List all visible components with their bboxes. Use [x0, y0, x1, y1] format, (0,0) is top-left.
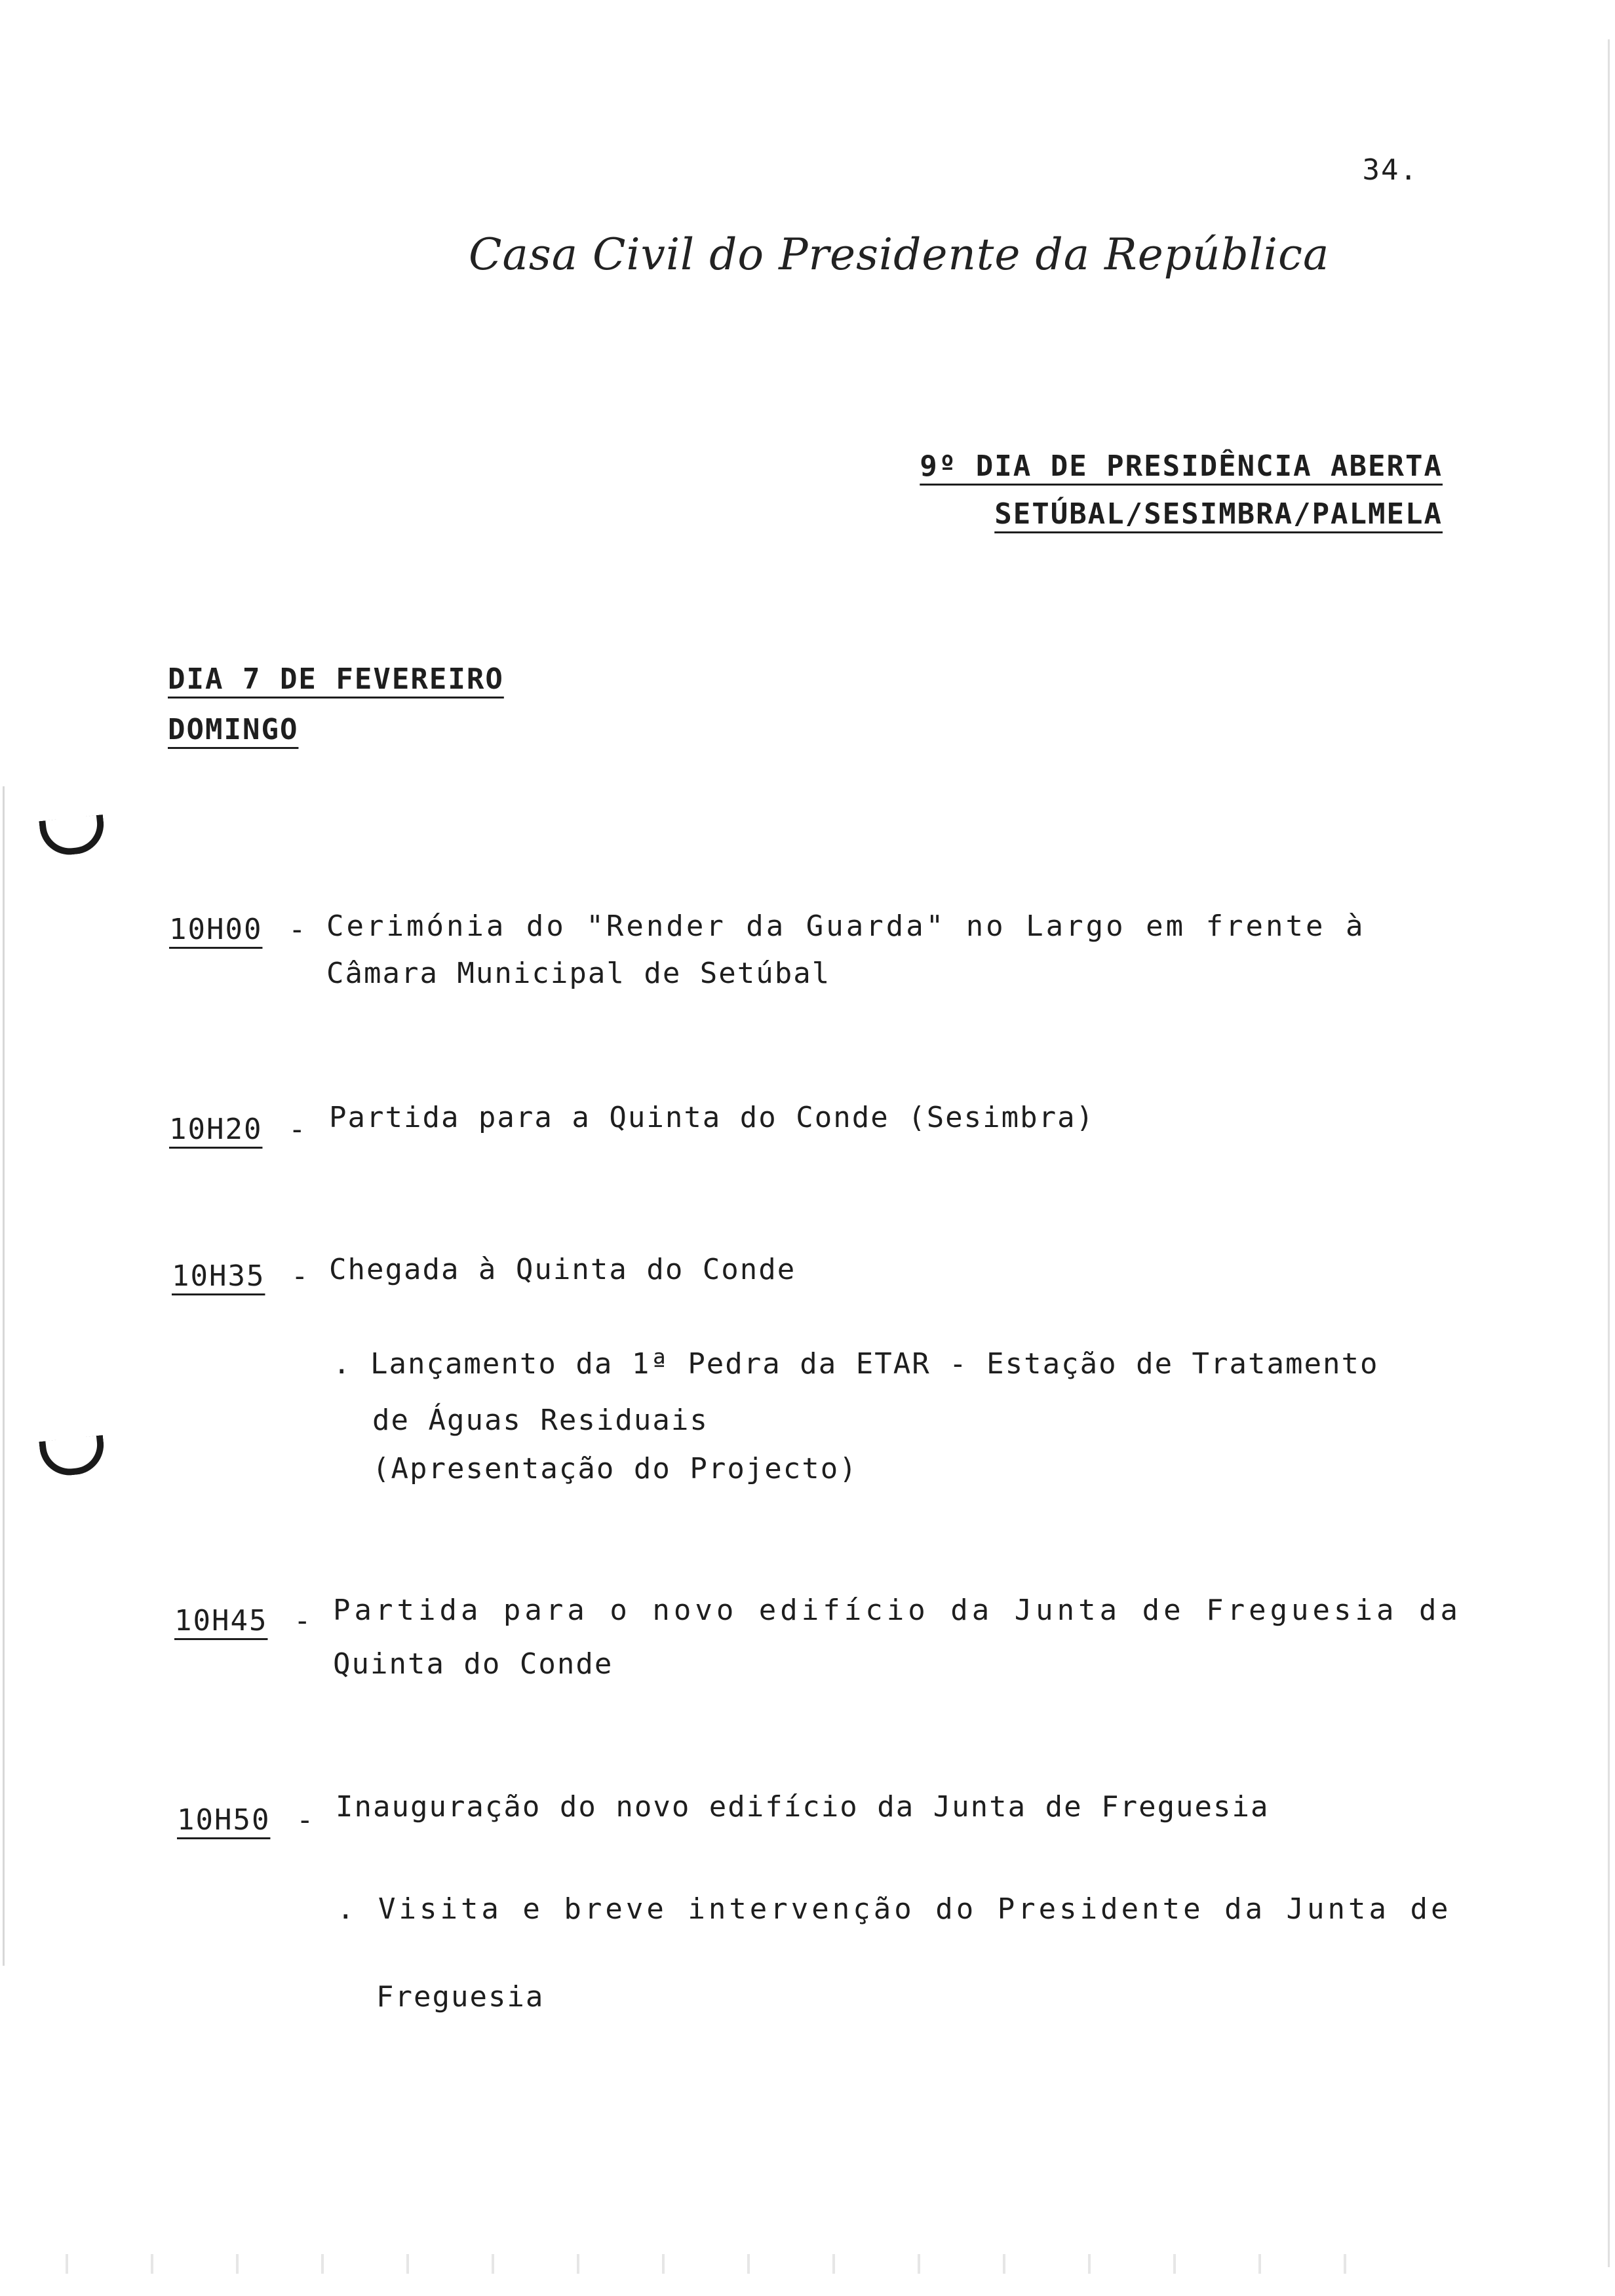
- event-subitem: de Águas Residuais: [372, 1404, 709, 1437]
- event-text: Cerimónia do "Render da Guarda" no Largo em frente à: [326, 909, 1366, 943]
- time-dash: -: [294, 1604, 313, 1637]
- time-dash: -: [291, 1259, 310, 1293]
- event-text: Câmara Municipal de Setúbal: [326, 957, 831, 990]
- time-10h50: 10H50: [177, 1803, 271, 1837]
- event-subitem: . Visita e breve intervenção do Presidente da Junta de: [337, 1892, 1452, 1926]
- handwritten-check-mark: [39, 1435, 106, 1478]
- letterhead: Casa Civil do Presidente da República: [469, 229, 1330, 280]
- time-10h20: 10H20: [169, 1113, 263, 1146]
- time-dash: -: [288, 1113, 307, 1146]
- event-text: Partida para a Quinta do Conde (Sesimbra): [329, 1101, 1095, 1134]
- time-10h45: 10H45: [174, 1604, 268, 1637]
- header-locations: SETÚBAL/SESIMBRA/PALMELA: [994, 497, 1443, 531]
- page-number: 34.: [1362, 153, 1418, 187]
- date-line: DIA 7 DE FEVEREIRO: [168, 662, 504, 696]
- scan-edge-left: [3, 786, 5, 1966]
- event-text: Inauguração do novo edifício da Junta de Freguesia: [336, 1790, 1270, 1824]
- scan-edge-right: [1608, 39, 1610, 2267]
- event-subitem: (Apresentação do Projecto): [372, 1452, 858, 1485]
- time-dash: -: [296, 1803, 315, 1837]
- event-subitem: . Lançamento da 1ª Pedra da ETAR - Estação de Tratamento: [333, 1347, 1379, 1381]
- time-10h00: 10H00: [169, 913, 263, 946]
- event-text: Quinta do Conde: [333, 1647, 613, 1681]
- time-dash: -: [288, 913, 307, 946]
- header-title: 9º DIA DE PRESIDÊNCIA ABERTA: [920, 450, 1443, 483]
- weekday-line: DOMINGO: [168, 713, 299, 746]
- handwritten-check-mark: [39, 814, 106, 858]
- event-text: Chegada à Quinta do Conde: [329, 1253, 796, 1286]
- event-subitem: Freguesia: [376, 1980, 545, 2014]
- time-10h35: 10H35: [172, 1259, 265, 1293]
- scan-noise: [26, 2254, 1403, 2274]
- event-text: Partida para o novo edifício da Junta de Freguesia da: [333, 1594, 1462, 1627]
